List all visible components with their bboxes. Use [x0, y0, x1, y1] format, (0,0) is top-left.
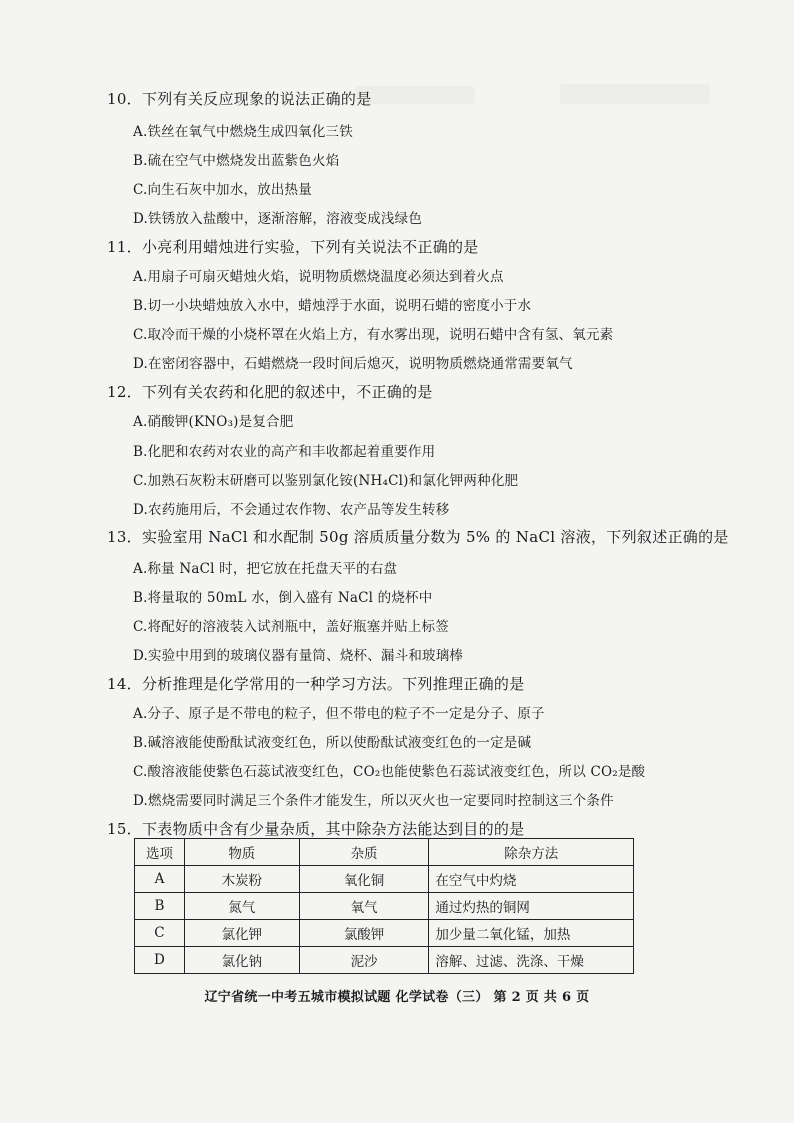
row-method: 加少量二氧化锰，加热: [429, 920, 634, 947]
question-13-option-c: C.将配好的溶液装入试剂瓶中，盖好瓶塞并贴上标签: [133, 619, 449, 635]
question-11-option-d: D.在密闭容器中，石蜡燃烧一段时间后熄灭，说明物质燃烧通常需要氧气: [133, 356, 573, 372]
header-method: 除杂方法: [429, 839, 634, 866]
question-12-option-a: A.硝酸钾(KNO₃)是复合肥: [133, 414, 294, 430]
question-11-option-c: C.取冷而干燥的小烧杯罩在火焰上方，有水雾出现，说明石蜡中含有氢、氧元素: [133, 327, 614, 343]
header-substance: 物质: [184, 839, 299, 866]
row-substance: 氮气: [184, 893, 299, 920]
row-method: 在空气中灼烧: [429, 866, 634, 893]
header-option: 选项: [135, 839, 185, 866]
question-13-option-a: A.称量 NaCl 时，把它放在托盘天平的右盘: [133, 561, 398, 577]
row-impurity: 氧气: [299, 893, 429, 920]
row-option: D: [135, 947, 185, 974]
row-option: A: [135, 866, 185, 893]
question-14-option-b: B.碱溶液能使酚酞试液变红色，所以使酚酞试液变红色的一定是碱: [133, 735, 532, 751]
question-10-option-d: D.铁锈放入盐酸中，逐渐溶解，溶液变成浅绿色: [133, 211, 423, 227]
question-12-option-c: C.加熟石灰粉末研磨可以鉴别氯化铵(NH₄Cl)和氯化钾两种化肥: [133, 473, 519, 489]
question-15-stem: 15．下表物质中含有少量杂质，其中除杂方法能达到目的的是: [107, 820, 525, 838]
question-12-option-b: B.化肥和农药对农业的高产和丰收都起着重要作用: [133, 444, 436, 460]
question-12-stem: 12．下列有关农药和化肥的叙述中，不正确的是: [107, 383, 433, 401]
question-14-option-a: A.分子、原子是不带电的粒子，但不带电的粒子不一定是分子、原子: [133, 706, 545, 722]
row-impurity: 泥沙: [299, 947, 429, 974]
row-substance: 氯化钠: [184, 947, 299, 974]
question-11-option-a: A.用扇子可扇灭蜡烛火焰，说明物质燃烧温度必须达到着火点: [133, 269, 504, 285]
question-10-stem: 10．下列有关反应现象的说法正确的是: [107, 90, 372, 108]
row-impurity: 氯酸钾: [299, 920, 429, 947]
question-11-option-b: B.切一小块蜡烛放入水中，蜡烛浮于水面，说明石蜡的密度小于水: [133, 298, 532, 314]
table-row: [135, 920, 634, 947]
table-row: [135, 893, 634, 920]
question-10-option-c: C.向生石灰中加水，放出热量: [133, 182, 312, 198]
question-10-option-b: B.硫在空气中燃烧发出蓝紫色火焰: [133, 153, 340, 169]
row-substance: 氯化钾: [184, 920, 299, 947]
table-row: [135, 947, 634, 974]
question-11-stem: 11．小亮利用蜡烛进行实验，下列有关说法不正确的是: [107, 238, 479, 256]
question-14-stem: 14．分析推理是化学常用的一种学习方法。下列推理正确的是: [107, 675, 525, 693]
row-substance: 木炭粉: [184, 866, 299, 893]
page-footer: 辽宁省统一中考五城市模拟试题 化学试卷（三） 第 2 页 共 6 页: [204, 990, 590, 1005]
row-option: B: [135, 893, 185, 920]
table-header-row: [135, 839, 634, 866]
question-14-option-d: D.燃烧需要同时满足三个条件才能发生，所以灭火也一定要同时控制这三个条件: [133, 793, 614, 809]
question-14-option-c: C.酸溶液能使紫色石蕊试液变红色，CO₂也能使紫色石蕊试液变红色，所以 CO₂是酸: [133, 764, 646, 780]
header-impurity: 杂质: [299, 839, 429, 866]
row-method: 通过灼热的铜网: [429, 893, 634, 920]
scan-smudge: [355, 86, 475, 104]
question-13-option-d: D.实验中用到的玻璃仪器有量筒、烧杯、漏斗和玻璃棒: [133, 648, 464, 664]
question-10-option-a: A.铁丝在氧气中燃烧生成四氧化三铁: [133, 124, 353, 140]
scan-smudge: [560, 84, 710, 104]
question-12-option-d: D.农药施用后，不会通过农作物、农产品等发生转移: [133, 502, 450, 518]
impurity-removal-table: [134, 838, 634, 974]
table-row: [135, 866, 634, 893]
question-13-stem: 13．实验室用 NaCl 和水配制 50g 溶质质量分数为 5% 的 NaCl 溶液，下列叙述正确的是: [107, 528, 729, 546]
row-method: 溶解、过滤、洗涤、干燥: [429, 947, 634, 974]
row-impurity: 氧化铜: [299, 866, 429, 893]
question-13-option-b: B.将量取的 50mL 水，倒入盛有 NaCl 的烧杯中: [133, 590, 433, 606]
row-option: C: [135, 920, 185, 947]
